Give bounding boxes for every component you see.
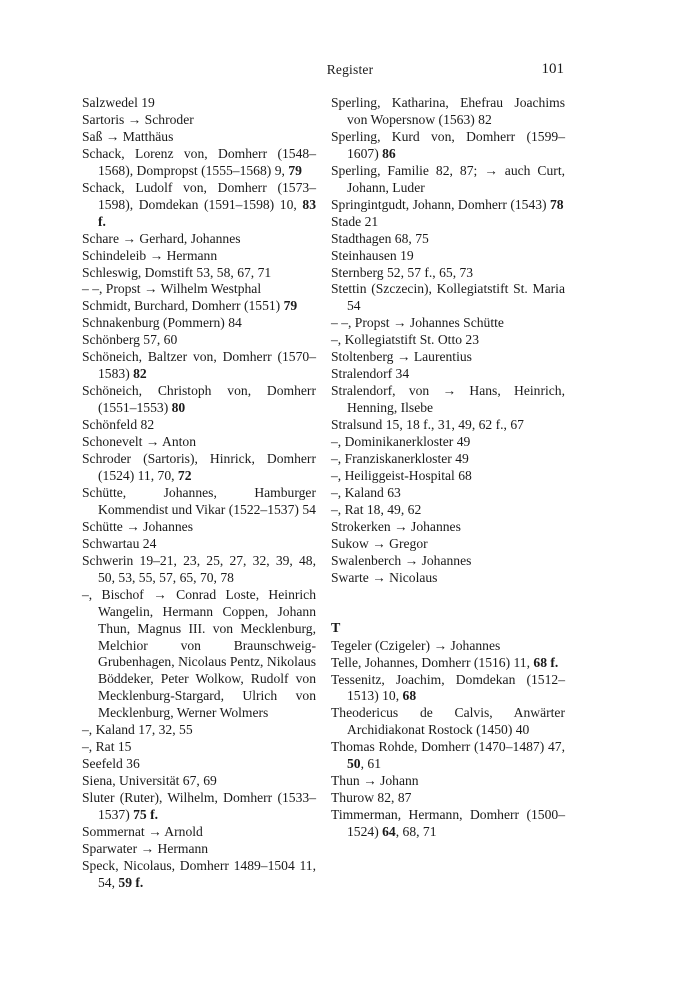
entry-text: Swarte → Nicolaus xyxy=(331,569,438,585)
entry-text: –, Kaland 63 xyxy=(331,484,401,500)
index-entry xyxy=(331,332,565,349)
entry-text: –, Franziskanerkloster 49 xyxy=(331,451,469,467)
entry-main-reference: 79 xyxy=(288,162,302,178)
index-entry xyxy=(82,315,316,332)
entry-main-reference: 80 xyxy=(171,400,186,416)
index-entry xyxy=(82,383,316,417)
entry-text: Stralendorf 34 xyxy=(331,366,410,382)
index-entry xyxy=(331,519,565,536)
entry-text: Stade 21 xyxy=(331,213,379,229)
entry-text: Stralsund 15, 18 f., 31, 49, 62 f., 67 xyxy=(331,417,524,433)
entry-main-reference: 78 xyxy=(550,196,564,212)
entry-text: Sternberg 52, 57 f., 65, 73 xyxy=(331,264,474,280)
index-entry xyxy=(82,349,316,383)
index-entry xyxy=(331,638,565,655)
index-entry xyxy=(331,231,565,248)
section-letter: T xyxy=(331,620,341,636)
index-entry xyxy=(82,417,316,434)
entry-text: Theodericus de Calvis, Anwärter Archidiakonat Rostock (1450) 40 xyxy=(331,705,565,738)
index-entry xyxy=(82,553,316,587)
entry-text: Schack, Ludolf von, Domherr (1573–1598), Domdekan (1591–1598) 10, xyxy=(82,179,316,212)
entry-main-reference: 86 xyxy=(382,145,396,161)
entry-text: Sukow → Gregor xyxy=(331,535,428,551)
index-entry xyxy=(82,773,316,790)
index-entry xyxy=(331,95,565,129)
entry-text: Schroder (Sartoris), Hinrick, Domherr (1524) 11, 70, xyxy=(82,451,316,483)
entry-text: Swalenberch → Johannes xyxy=(331,552,472,568)
index-entry xyxy=(82,824,316,841)
index-entry xyxy=(331,773,565,790)
index-entry xyxy=(331,536,565,553)
index-entry xyxy=(331,434,565,451)
entry-main-reference: 72 xyxy=(177,467,192,483)
index-entry xyxy=(82,180,316,231)
entry-text: Thun → Johann xyxy=(331,773,419,789)
index-entry xyxy=(331,570,565,587)
entry-text: Schare → Gerhard, Johannes xyxy=(82,230,241,246)
index-entry xyxy=(82,434,316,451)
index-entry xyxy=(82,790,316,824)
index-entry xyxy=(331,672,565,706)
index-column-left xyxy=(82,95,316,892)
index-section-t xyxy=(331,638,565,841)
index-entry xyxy=(331,197,565,214)
entry-text: Stralendorf, von → Hans, Heinrich, Henning, Ilsebe xyxy=(331,383,565,416)
entry-text: Thomas Rohde, Domherr (1470–1487) 47, xyxy=(331,739,565,755)
index-entry xyxy=(331,366,565,383)
index-entry xyxy=(331,705,565,739)
entry-text: –, Heiliggeist-Hospital 68 xyxy=(331,467,472,483)
entry-text: Sartoris → Schroder xyxy=(82,111,194,127)
entry-main-reference: 68 f. xyxy=(533,654,559,670)
index-entry xyxy=(331,129,565,163)
entry-text: Strokerken → Johannes xyxy=(331,518,461,534)
entry-text: Tessenitz, Joachim, Domdekan (1512–1513) 10, xyxy=(331,671,565,704)
entry-text: Salzwedel 19 xyxy=(82,95,155,110)
entry-text: Schwerin 19–21, 23, 25, 27, 32, 39, 48, 50, 53, 55, 57, 65, 70, 78 xyxy=(82,552,316,585)
index-entry xyxy=(331,451,565,468)
entry-text: Schöneich, Christoph von, Domherr (1551–1553) xyxy=(82,383,316,416)
entry-text: – –, Propst → Johannes Schütte xyxy=(331,315,504,331)
index-entry xyxy=(82,519,316,536)
index-entry xyxy=(82,739,316,756)
index-entry xyxy=(331,315,565,332)
entry-text: Stadthagen 68, 75 xyxy=(331,230,429,246)
index-entry xyxy=(82,298,316,315)
entry-main-reference: 83 f. xyxy=(98,196,316,229)
entry-text: Tegeler (Czigeler) → Johannes xyxy=(331,637,501,653)
entry-text: Sperling, Katharina, Ehefrau Joachims von Wopersnow (1563) 82 xyxy=(331,95,565,127)
entry-text: Sparwater → Hermann xyxy=(82,840,209,856)
index-entry xyxy=(331,739,565,773)
index-entry xyxy=(331,485,565,502)
index-entry xyxy=(82,129,316,146)
entry-main-reference: 75 f. xyxy=(133,807,159,823)
entry-text: Telle, Johannes, Domherr (1516) 11, xyxy=(331,654,534,670)
entry-text-tail: , 61 xyxy=(360,756,381,772)
entry-text: Schack, Lorenz von, Domherr (1548–1568), Dompropst (1555–1568) 9, xyxy=(82,145,316,178)
entry-text: Stettin (Szczecin), Kollegiatstift St. Maria 54 xyxy=(331,281,565,314)
index-entry xyxy=(331,163,565,197)
index-entry xyxy=(331,383,565,417)
entry-text: Schönberg 57, 60 xyxy=(82,332,178,348)
entry-text: Schonevelt → Anton xyxy=(82,434,197,450)
index-entry xyxy=(82,756,316,773)
entry-text: Schütte, Johannes, Hamburger Kommendist und Vikar (1522–1537) 54 xyxy=(82,484,316,517)
index-entry xyxy=(82,112,316,129)
index-entry xyxy=(82,841,316,858)
page-number: 101 xyxy=(541,61,564,77)
index-entry xyxy=(82,536,316,553)
index-entry xyxy=(82,587,316,723)
index-entry xyxy=(82,248,316,265)
index-entry xyxy=(331,807,565,841)
index-entry xyxy=(331,214,565,231)
entry-main-reference: 68 xyxy=(402,688,417,704)
entry-text: Springintgudt, Johann, Domherr (1543) xyxy=(331,196,550,212)
entry-text: Timmerman, Hermann, Domherr (1500–1524) xyxy=(331,807,565,840)
entry-text: Stoltenberg → Laurentius xyxy=(331,349,472,365)
entry-text: –, Kaland 17, 32, 55 xyxy=(82,722,193,738)
entry-text: –, Bischof → Conrad Loste, Heinrich Wangelin, Hermann Coppen, Johann Thun, Magnus III. von Mecklenburg, Melchior von Braunschweig-Grubenhagen, Nicolaus Pentz, Nikolaus Böddeker, Peter Wolkow, Rudolf von Mecklenburg-Stargard, Ulrich von Mecklenburg, Werner Wolmers xyxy=(82,586,316,721)
index-entry xyxy=(82,485,316,519)
entry-text: –, Rat 18, 49, 62 xyxy=(331,501,422,517)
index-entry xyxy=(82,451,316,485)
index-column-right xyxy=(331,95,565,841)
entry-text: Sperling, Kurd von, Domherr (1599–1607) xyxy=(331,128,565,161)
entry-main-reference: 82 xyxy=(133,366,147,382)
entry-text: –, Rat 15 xyxy=(82,739,132,755)
index-entry xyxy=(82,265,316,282)
entry-text: Steinhausen 19 xyxy=(331,247,414,263)
entry-text: – –, Propst → Wilhelm Westphal xyxy=(82,281,262,297)
index-entry xyxy=(331,281,565,315)
entry-text: –, Kollegiatstift St. Otto 23 xyxy=(331,332,480,348)
index-entry xyxy=(82,281,316,298)
index-entry xyxy=(82,146,316,180)
entry-main-reference: 59 f. xyxy=(118,874,144,890)
entry-text: Seefeld 36 xyxy=(82,756,140,772)
entry-main-reference: 64 xyxy=(382,824,396,840)
index-entry xyxy=(331,553,565,570)
entry-text: Schindeleib → Hermann xyxy=(82,247,218,263)
entry-text: Saß → Matthäus xyxy=(82,128,174,144)
index-entry xyxy=(331,468,565,485)
entry-text: Speck, Nicolaus, Domherr 1489–1504 11, 54, xyxy=(82,857,316,890)
index-entry xyxy=(82,95,316,112)
entry-text: Schütte → Johannes xyxy=(82,518,194,534)
entry-text: –, Dominikanerkloster 49 xyxy=(331,434,471,450)
section-gap xyxy=(331,587,565,621)
entry-text: Schnakenburg (Pommern) 84 xyxy=(82,315,242,331)
index-entry xyxy=(331,417,565,434)
index-entry xyxy=(331,349,565,366)
index-section-s xyxy=(331,95,565,587)
entry-text-tail: , 68, 71 xyxy=(395,824,437,840)
entry-text: Schwartau 24 xyxy=(82,535,157,551)
index-entry xyxy=(331,502,565,519)
running-header: Register xyxy=(326,62,374,77)
entry-text: Sperling, Familie 82, 87; → auch Curt, Johann, Luder xyxy=(331,162,565,195)
entry-text: Thurow 82, 87 xyxy=(331,790,412,806)
index-entry xyxy=(82,858,316,892)
index-entry xyxy=(331,248,565,265)
index-entry xyxy=(331,655,565,672)
entry-text: Sluter (Ruter), Wilhelm, Domherr (1533–1537) xyxy=(82,790,316,823)
entry-main-reference: 50 xyxy=(347,756,361,772)
entry-text: Schöneich, Baltzer von, Domherr (1570–1583) xyxy=(82,349,316,382)
index-entry xyxy=(331,790,565,807)
index-entry xyxy=(331,265,565,282)
index-entry xyxy=(82,332,316,349)
entry-main-reference: 79 xyxy=(283,298,298,314)
index-entry xyxy=(82,722,316,739)
index-entry xyxy=(82,231,316,248)
entry-text: Schleswig, Domstift 53, 58, 67, 71 xyxy=(82,264,272,280)
entry-text: Schönfeld 82 xyxy=(82,417,155,433)
entry-text: Sommernat → Arnold xyxy=(82,823,203,839)
entry-text: Schmidt, Burchard, Domherr (1551) xyxy=(82,298,284,314)
entry-text: Siena, Universität 67, 69 xyxy=(82,773,217,789)
